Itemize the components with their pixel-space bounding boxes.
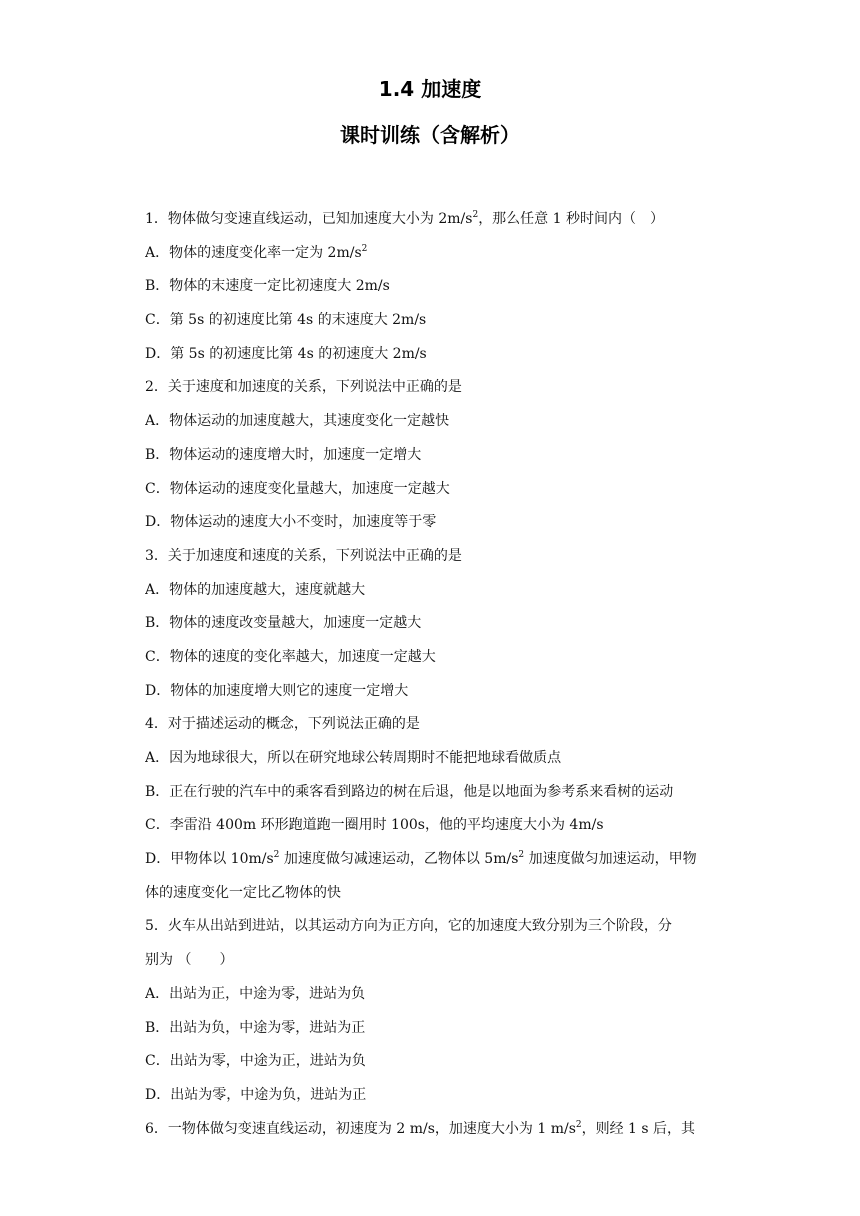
answer-option: B．正在行驶的汽车中的乘客看到路边的树在后退，他是以地面为参考系来看树的运动: [145, 783, 674, 800]
answer-option: C．李雷沿 400m 环形跑道跑一圈用时 100s，他的平均速度大小为 4m/s: [145, 817, 604, 834]
answer-option: B．物体的速度改变量越大，加速度一定越大: [145, 615, 422, 632]
answer-option: A．物体的速度变化率一定为 $2m/s^2$: [145, 243, 368, 261]
question-list: [145, 203, 725, 1146]
answer-option: C．物体的速度的变化率越大，加速度一定越大: [145, 648, 436, 665]
answer-option: A．出站为正，中途为零，进站为负: [145, 985, 366, 1002]
answer-option: D．第 5s 的初速度比第 4s 的初速度大 2m/s: [145, 345, 427, 362]
answer-option: B．物体的末速度一定比初速度大 2m/s: [145, 278, 390, 295]
answer-option: D．甲物体以 $10m/s^2$ 加速度做匀减速运动，乙物体以 $5m/s^2$ 加速度做匀加速运动，甲物: [145, 850, 697, 868]
answer-option: D．物体运动的速度大小不变时，加速度等于零: [145, 514, 437, 531]
question-text: 2．关于速度和加速度的关系，下列说法中正确的是: [145, 379, 462, 396]
question-text: 1．物体做匀变速直线运动，已知加速度大小为 $2m/s^2$，那么任意 1 秒时间内（ ）: [145, 210, 664, 227]
answer-option: C．物体运动的速度变化量越大，加速度一定越大: [145, 480, 450, 497]
answer-option: A．物体的加速度越大，速度就越大: [145, 581, 366, 598]
answer-option: C．第 5s 的初速度比第 4s 的末速度大 2m/s: [145, 312, 427, 329]
question-text: 5．火车从出站到进站，以其运动方向为正方向，它的加速度大致分别为三个阶段，分: [145, 918, 672, 935]
answer-option: D．出站为零，中途为负，进站为正: [145, 1086, 367, 1103]
answer-option: B．物体运动的速度增大时，加速度一定增大: [145, 446, 422, 463]
answer-option: 体的速度变化一定比乙物体的快: [145, 884, 341, 901]
document-title: 1.4 加速度: [378, 77, 482, 101]
answer-option: 别为 （ ）: [145, 952, 234, 969]
answer-option: B．出站为负，中途为零，进站为正: [145, 1019, 366, 1036]
question-text: 4．对于描述运动的概念，下列说法正确的是: [145, 716, 420, 733]
answer-option: A．物体运动的加速度越大，其速度变化一定越快: [145, 413, 450, 430]
question-text: 6．一物体做匀变速直线运动，初速度为 2 m/s，加速度大小为 1 $m/s^2$，则经 1 s 后，其: [145, 1119, 696, 1137]
answer-option: D．物体的加速度增大则它的速度一定增大: [145, 682, 409, 699]
answer-option: A．因为地球很大，所以在研究地球公转周期时不能把地球看做质点: [145, 750, 562, 766]
document-subtitle: 课时训练（含解析）: [340, 123, 520, 147]
question-text: 3．关于加速度和速度的关系，下列说法中正确的是: [145, 547, 462, 564]
answer-option: C．出站为零，中途为正，进站为负: [145, 1053, 366, 1070]
